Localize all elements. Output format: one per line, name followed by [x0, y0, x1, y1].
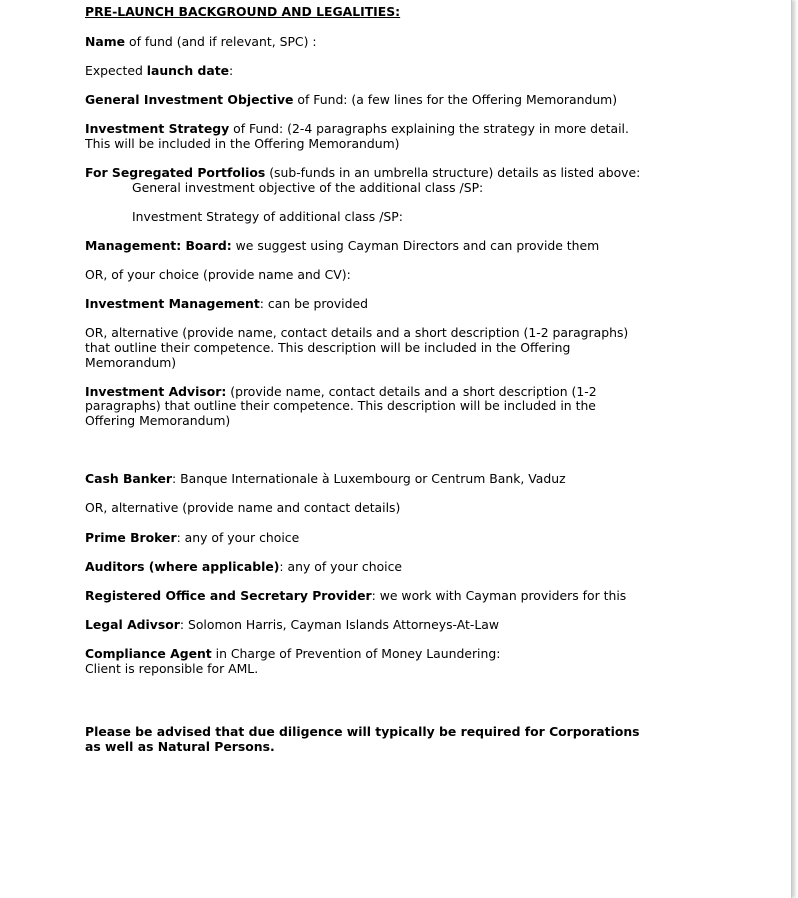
investment-strategy-text: of Fund: (2-4 paragraphs explaining the strategy in more detail. This will be included in the Offering Memorandum): [85, 121, 629, 151]
investment-management-text: : can be provided: [259, 296, 368, 312]
fund-name-label: Name: [85, 33, 126, 49]
investment-management-label: Investment Management: [85, 296, 260, 312]
cash-banker-field: [85, 472, 645, 487]
cash-banker-text: : Banque Internationale à Luxembourg or Centrum Bank, Vaduz: [172, 471, 566, 487]
segregated-objective-field: General investment objective of the additional class /SP:: [132, 179, 484, 195]
cash-banker-label: Cash Banker: [85, 471, 173, 487]
launch-date-prefix: Expected: [85, 62, 147, 78]
management-board-alternative: OR, of your choice (provide name and CV):: [85, 267, 351, 283]
registered-office-text: : we work with Cayman providers for this: [371, 587, 627, 603]
page-title: PRE-LAUNCH BACKGROUND AND LEGALITIES:: [85, 4, 401, 19]
investment-advisor-label: Investment Advisor:: [85, 383, 227, 399]
spacer: [85, 691, 645, 725]
auditors-label: Auditors (where applicable): [85, 558, 280, 574]
compliance-agent-text: in Charge of Prevention of Money Laundering:: [211, 646, 501, 662]
prime-broker-field: [85, 531, 645, 546]
prime-broker-label: Prime Broker: [85, 529, 177, 545]
investment-objective-label: General Investment Objective: [85, 91, 294, 107]
launch-date-label: launch date: [146, 62, 230, 78]
segregated-portfolios-text: (sub-funds in an umbrella structure) details as listed above:: [265, 164, 641, 180]
due-diligence-notice: Please be advised that due diligence will typically be required for Corporations as well as Natural Persons.: [85, 724, 640, 754]
legal-advisor-text: : Solomon Harris, Cayman Islands Attorneys-At-Law: [179, 617, 499, 633]
segregated-strategy-field: Investment Strategy of additional class /SP:: [132, 208, 403, 224]
compliance-note: Client is reponsible for AML.: [85, 660, 259, 676]
investment-strategy-field: [85, 122, 645, 151]
document-body: [85, 5, 645, 769]
investment-advisor-text: (provide name, contact details and a short description (1-2 paragraphs) that outline their competence. This description will be included in the Offering Memorandum): [85, 383, 597, 429]
compliance-agent-field: [85, 647, 645, 662]
investment-objective-field: [85, 93, 645, 108]
fund-name-text: of fund (and if relevant, SPC) :: [125, 33, 317, 49]
compliance-agent-label: Compliance Agent: [85, 646, 212, 662]
prime-broker-text: : any of your choice: [176, 529, 300, 545]
legal-advisor-field: [85, 618, 645, 633]
management-board-text: we suggest using Cayman Directors and can provide them: [231, 237, 600, 253]
investment-management-field: [85, 297, 645, 312]
management-board-field: [85, 239, 645, 254]
management-board-label: Management: Board:: [85, 237, 232, 253]
spacer: [85, 443, 645, 472]
legal-advisor-label: Legal Adivsor: [85, 617, 180, 633]
segregated-portfolios-label: For Segregated Portfolios: [85, 164, 266, 180]
investment-management-alternative: OR, alternative (provide name, contact details and a short description (1-2 paragraphs) that outline their competence. This description will be included in the Offering Memorandum): [85, 325, 629, 370]
launch-date-suffix: :: [229, 62, 234, 78]
segregated-portfolios-field: [85, 166, 645, 181]
investment-advisor-field: [85, 385, 645, 429]
cash-banker-alternative: OR, alternative (provide name and contact details): [85, 500, 401, 516]
auditors-field: [85, 560, 645, 575]
registered-office-field: [85, 589, 645, 604]
fund-name-field: [85, 35, 645, 50]
investment-strategy-label: Investment Strategy: [85, 121, 230, 137]
launch-date-field: [85, 64, 645, 79]
registered-office-label: Registered Office and Secretary Provider: [85, 587, 372, 603]
investment-objective-text: of Fund: (a few lines for the Offering Memorandum): [293, 91, 618, 107]
auditors-text: : any of your choice: [279, 558, 403, 574]
